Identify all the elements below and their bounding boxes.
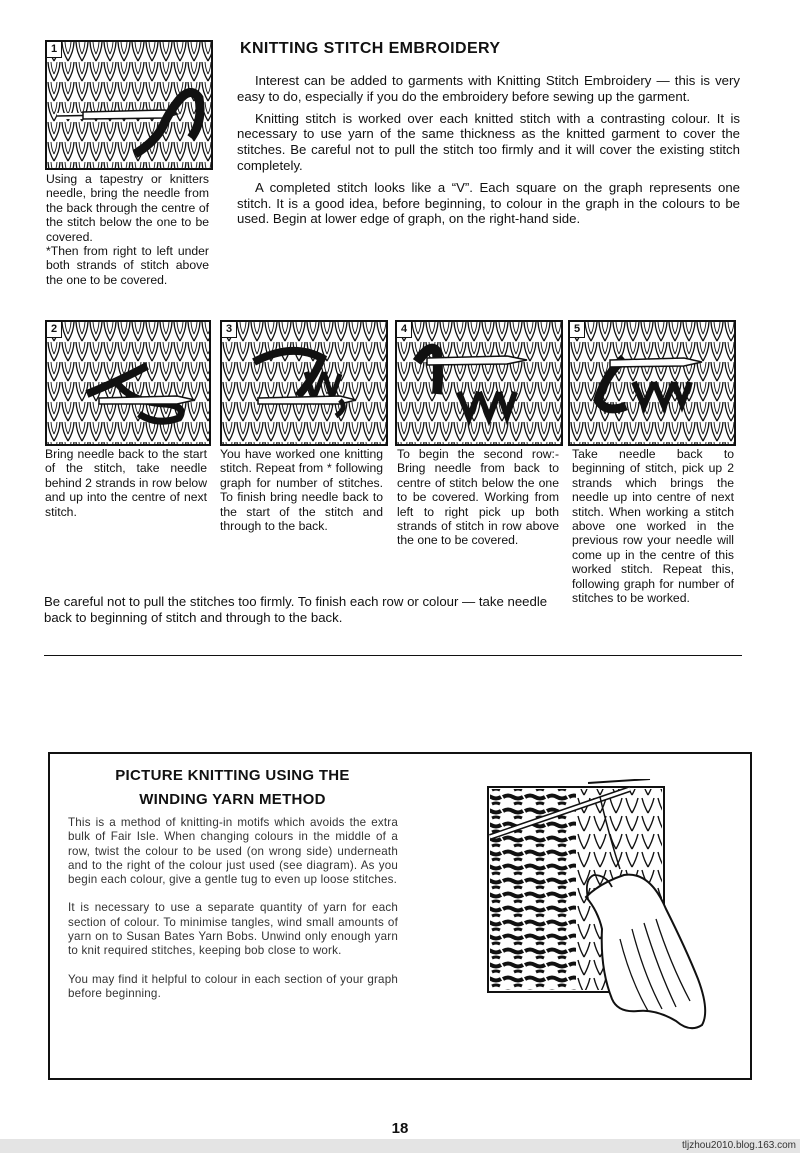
knitting-stitch-illustration (570, 322, 734, 444)
page-title: KNITTING STITCH EMBROIDERY (240, 40, 501, 57)
watermark-text: tljzhou2010.blog.163.com (682, 1140, 796, 1151)
intro-paragraph: A completed stitch looks like a “V”. Each square on the graph represents one stitch. It is a good idea, before beginning, to colour in the graph in the colours to be used. Begin at lower edge of graph, on the right-hand side. (237, 179, 740, 227)
winding-yarn-illustration (480, 779, 735, 1059)
caption-text: Take needle back to beginning of stitch, pick up 2 strands which brings the needle up into centre of next stitch. When working a stitch above one worked in the previous row your needle will come up in the centre of this worked stitch. Repeat this, following graph for number of stitches to be worked. (572, 447, 734, 606)
footer-bar (0, 1139, 800, 1153)
closing-note: Be careful not to pull the stitches too firmly. To finish each row or colour — take needle back to beginning of stitch and through to the back. (44, 594, 548, 625)
page-number: 18 (391, 1120, 409, 1137)
figure-5 (568, 320, 736, 446)
knitting-stitch-illustration (47, 322, 209, 444)
knitting-hand-illustration (480, 779, 735, 1059)
figure-number: 1 (47, 42, 62, 58)
intro-text (237, 73, 740, 233)
figure-number: 3 (222, 322, 237, 338)
caption-text: Bring needle back to the start of the stitch, take needle behind 2 strands in row below and up into the centre of next stitch. (45, 447, 207, 519)
figure-2 (45, 320, 211, 446)
panel-title (50, 764, 415, 812)
winding-yarn-panel (48, 752, 752, 1080)
step-3-caption (220, 447, 383, 533)
figure-4 (395, 320, 563, 446)
figure-number: 5 (570, 322, 585, 338)
knitting-stitch-illustration (397, 322, 561, 444)
step-5-caption (572, 447, 734, 605)
caption-text: To begin the second row:- Bring needle from back to centre of stitch below the one to be covered. Working from left to right pick up both strands of stitch in row above the one to be covered. (397, 447, 559, 548)
step-2-caption (45, 447, 207, 519)
step-1-caption (46, 172, 209, 287)
intro-paragraph: Interest can be added to garments with Knitting Stitch Embroidery — this is very easy to do, especially if you do the embroidery before sewing up the garment. (237, 73, 740, 104)
knitting-stitch-illustration (47, 42, 211, 168)
caption-text: You have worked one knitting stitch. Repeat from * following graph for number of stitches. To finish bring needle back to the start of the stitch and through to the back. (220, 447, 383, 534)
caption-text: *Then from right to left under both strands of stitch above the one to be covered. (46, 244, 209, 287)
panel-paragraph: This is a method of knitting-in motifs which avoids the extra bulk of Fair Isle. When changing colours in the middle of a row, twist the colour to be used (on wrong side) underneath and to the right of the colour just used (see diagram). As you begin each colour, give a gentle tug to even up loose stitches. (68, 816, 398, 887)
figure-3 (220, 320, 388, 446)
divider (44, 655, 742, 656)
step-4-caption (397, 447, 559, 548)
panel-title-line: PICTURE KNITTING USING THE (115, 767, 350, 784)
panel-title-line: WINDING YARN METHOD (139, 791, 326, 808)
figure-1 (45, 40, 213, 170)
knitting-stitch-illustration (222, 322, 386, 444)
intro-paragraph: Knitting stitch is worked over each knitted stitch with a contrasting colour. It is necessary to use yarn of the same thickness as the knitted garment to cover the stitches. Be careful not to pull the stitch too firmly and it will cover the existing stitch completely. (237, 110, 740, 173)
panel-paragraph: It is necessary to use a separate quantity of yarn for each section of colour. To minimise tangles, wind small amounts of yarn on to Susan Bates Yarn Bobs. Unwind only enough yarn to knit required stitches, keeping bob close to work. (68, 901, 398, 958)
caption-text: Using a tapestry or knitters needle, bring the needle from the back through the centre of the stitch below the one to be covered. (46, 172, 209, 244)
panel-paragraph: You may find it helpful to colour in each section of your graph before beginning. (68, 972, 398, 1000)
figure-number: 2 (47, 322, 62, 338)
panel-body (68, 816, 398, 1015)
figure-number: 4 (397, 322, 412, 338)
